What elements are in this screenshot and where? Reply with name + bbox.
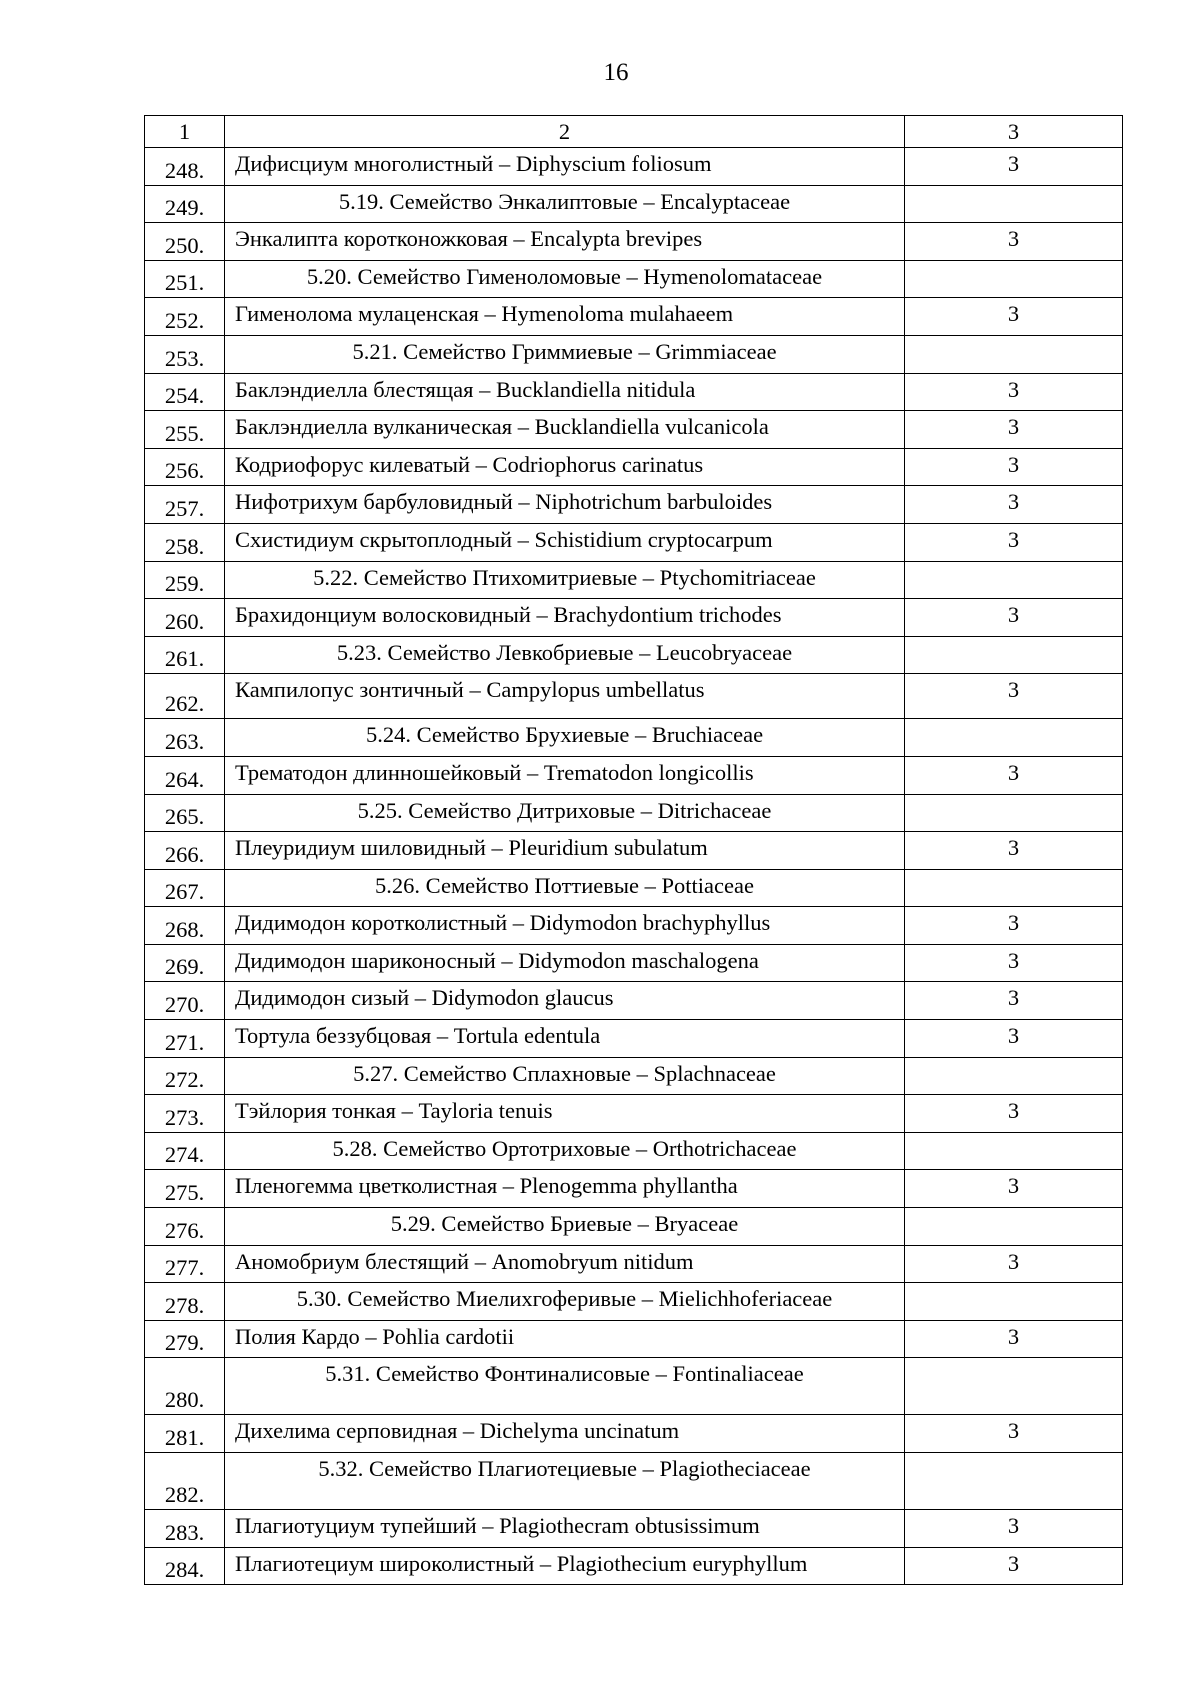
species-name-cell: Нифотрихум барбуловидный – Niphotrichum barbuloides bbox=[225, 486, 905, 524]
category-cell bbox=[905, 185, 1123, 223]
family-name-cell: 5.28. Семейство Ортотриховые – Orthotrichaceae bbox=[225, 1132, 905, 1170]
row-number-cell: 274. bbox=[145, 1132, 225, 1170]
row-number-cell: 273. bbox=[145, 1095, 225, 1133]
row-number-cell: 264. bbox=[145, 756, 225, 794]
species-name-cell: Аномобриум блестящий – Anomobryum nitidum bbox=[225, 1245, 905, 1283]
row-number-cell: 272. bbox=[145, 1057, 225, 1095]
family-row bbox=[145, 1453, 1123, 1510]
species-table bbox=[144, 115, 1123, 1585]
category-cell bbox=[905, 1358, 1123, 1415]
header-cell-category: 3 bbox=[905, 116, 1123, 148]
row-number-cell: 255. bbox=[145, 411, 225, 449]
row-number-cell: 267. bbox=[145, 869, 225, 907]
species-name-cell: Плагиотуциум тупейший – Plagiothecram obtusissimum bbox=[225, 1510, 905, 1548]
family-name-cell: 5.29. Семейство Бриевые – Bryaceae bbox=[225, 1208, 905, 1246]
category-cell: 3 bbox=[905, 599, 1123, 637]
species-name-cell: Кампилопус зонтичный – Campylopus umbellatus bbox=[225, 674, 905, 719]
row-number-cell: 269. bbox=[145, 944, 225, 982]
species-name-cell: Дидимодон коротколистный – Didymodon brachyphyllus bbox=[225, 907, 905, 945]
category-cell: 3 bbox=[905, 756, 1123, 794]
species-name-cell: Дихелима серповидная – Dichelyma uncinatum bbox=[225, 1415, 905, 1453]
family-name-cell: 5.32. Семейство Плагиотециевые – Plagiotheciaceae bbox=[225, 1453, 905, 1510]
species-name-cell: Полия Кардо – Pohlia cardotii bbox=[225, 1320, 905, 1358]
category-cell: 3 bbox=[905, 411, 1123, 449]
category-cell: 3 bbox=[905, 1415, 1123, 1453]
category-cell: 3 bbox=[905, 1547, 1123, 1585]
family-name-cell: 5.19. Семейство Энкалиптовые – Encalyptaceae bbox=[225, 185, 905, 223]
row-number-cell: 248. bbox=[145, 148, 225, 186]
table-header-row bbox=[145, 116, 1123, 148]
species-row bbox=[145, 832, 1123, 870]
species-row bbox=[145, 674, 1123, 719]
species-row bbox=[145, 1510, 1123, 1548]
category-cell: 3 bbox=[905, 448, 1123, 486]
category-cell: 3 bbox=[905, 907, 1123, 945]
family-row bbox=[145, 719, 1123, 757]
category-cell: 3 bbox=[905, 148, 1123, 186]
row-number-cell: 283. bbox=[145, 1510, 225, 1548]
species-name-cell: Плагиотециум широколистный – Plagiothecium euryphyllum bbox=[225, 1547, 905, 1585]
species-name-cell: Гименолома мулаценская – Hymenoloma mulahaeem bbox=[225, 298, 905, 336]
row-number-cell: 253. bbox=[145, 335, 225, 373]
category-cell: 3 bbox=[905, 523, 1123, 561]
row-number-cell: 259. bbox=[145, 561, 225, 599]
species-row bbox=[145, 448, 1123, 486]
family-row bbox=[145, 561, 1123, 599]
row-number-cell: 258. bbox=[145, 523, 225, 561]
table-body bbox=[145, 116, 1123, 1585]
species-row bbox=[145, 1095, 1123, 1133]
family-row bbox=[145, 335, 1123, 373]
row-number-cell: 260. bbox=[145, 599, 225, 637]
species-name-cell: Баклэндиелла блестящая – Bucklandiella nitidula bbox=[225, 373, 905, 411]
species-row bbox=[145, 1547, 1123, 1585]
species-row bbox=[145, 1320, 1123, 1358]
row-number-cell: 261. bbox=[145, 636, 225, 674]
family-row bbox=[145, 260, 1123, 298]
category-cell: 3 bbox=[905, 1245, 1123, 1283]
species-name-cell: Пленогемма цветколистная – Plenogemma phyllantha bbox=[225, 1170, 905, 1208]
category-cell bbox=[905, 1453, 1123, 1510]
species-row bbox=[145, 1245, 1123, 1283]
category-cell bbox=[905, 1208, 1123, 1246]
species-row bbox=[145, 1415, 1123, 1453]
row-number-cell: 271. bbox=[145, 1020, 225, 1058]
row-number-cell: 254. bbox=[145, 373, 225, 411]
species-row bbox=[145, 298, 1123, 336]
category-cell bbox=[905, 636, 1123, 674]
species-name-cell: Дифисциум многолистный – Diphyscium foliosum bbox=[225, 148, 905, 186]
row-number-cell: 277. bbox=[145, 1245, 225, 1283]
row-number-cell: 252. bbox=[145, 298, 225, 336]
category-cell: 3 bbox=[905, 1320, 1123, 1358]
category-cell: 3 bbox=[905, 223, 1123, 261]
species-row bbox=[145, 599, 1123, 637]
row-number-cell: 280. bbox=[145, 1358, 225, 1415]
category-cell: 3 bbox=[905, 832, 1123, 870]
species-name-cell: Дидимодон шариконосный – Didymodon maschalogena bbox=[225, 944, 905, 982]
header-cell-name: 2 bbox=[225, 116, 905, 148]
category-cell: 3 bbox=[905, 373, 1123, 411]
family-row bbox=[145, 1283, 1123, 1321]
row-number-cell: 276. bbox=[145, 1208, 225, 1246]
family-row bbox=[145, 1057, 1123, 1095]
row-number-cell: 284. bbox=[145, 1547, 225, 1585]
row-number-cell: 266. bbox=[145, 832, 225, 870]
species-row bbox=[145, 373, 1123, 411]
species-name-cell: Кодриофорус килеватый – Codriophorus carinatus bbox=[225, 448, 905, 486]
page-number: 16 bbox=[603, 59, 629, 86]
family-name-cell: 5.27. Семейство Сплахновые – Splachnaceae bbox=[225, 1057, 905, 1095]
category-cell: 3 bbox=[905, 982, 1123, 1020]
family-name-cell: 5.21. Семейство Гриммиевые – Grimmiaceae bbox=[225, 335, 905, 373]
category-cell bbox=[905, 794, 1123, 832]
row-number-cell: 263. bbox=[145, 719, 225, 757]
row-number-cell: 256. bbox=[145, 448, 225, 486]
row-number-cell: 270. bbox=[145, 982, 225, 1020]
species-name-cell: Брахидонциум волосковидный – Brachydontium trichodes bbox=[225, 599, 905, 637]
family-name-cell: 5.22. Семейство Птихомитриевые – Ptychomitriaceae bbox=[225, 561, 905, 599]
species-name-cell: Энкалипта коротконожковая – Encalypta brevipes bbox=[225, 223, 905, 261]
category-cell bbox=[905, 719, 1123, 757]
species-row bbox=[145, 148, 1123, 186]
species-name-cell: Тортула беззубцовая – Tortula edentula bbox=[225, 1020, 905, 1058]
family-name-cell: 5.20. Семейство Гименоломовые – Hymenolomataceae bbox=[225, 260, 905, 298]
species-name-cell: Трематодон длинношейковый – Trematodon longicollis bbox=[225, 756, 905, 794]
row-number-cell: 281. bbox=[145, 1415, 225, 1453]
category-cell bbox=[905, 1132, 1123, 1170]
family-row bbox=[145, 636, 1123, 674]
row-number-cell: 279. bbox=[145, 1320, 225, 1358]
row-number-cell: 251. bbox=[145, 260, 225, 298]
family-name-cell: 5.24. Семейство Брухиевые – Bruchiaceae bbox=[225, 719, 905, 757]
category-cell bbox=[905, 561, 1123, 599]
category-cell: 3 bbox=[905, 1510, 1123, 1548]
species-row bbox=[145, 756, 1123, 794]
row-number-cell: 282. bbox=[145, 1453, 225, 1510]
species-name-cell: Баклэндиелла вулканическая – Bucklandiella vulcanicola bbox=[225, 411, 905, 449]
category-cell bbox=[905, 260, 1123, 298]
row-number-cell: 262. bbox=[145, 674, 225, 719]
species-row bbox=[145, 907, 1123, 945]
category-cell bbox=[905, 335, 1123, 373]
category-cell: 3 bbox=[905, 486, 1123, 524]
species-name-cell: Плеуридиум шиловидный – Pleuridium subulatum bbox=[225, 832, 905, 870]
header-cell-number: 1 bbox=[145, 116, 225, 148]
row-number-cell: 265. bbox=[145, 794, 225, 832]
row-number-cell: 275. bbox=[145, 1170, 225, 1208]
family-row bbox=[145, 1358, 1123, 1415]
category-cell bbox=[905, 1283, 1123, 1321]
category-cell bbox=[905, 1057, 1123, 1095]
species-row bbox=[145, 411, 1123, 449]
species-name-cell: Дидимодон сизый – Didymodon glaucus bbox=[225, 982, 905, 1020]
species-name-cell: Схистидиум скрытоплодный – Schistidium cryptocarpum bbox=[225, 523, 905, 561]
species-row bbox=[145, 1170, 1123, 1208]
species-row bbox=[145, 223, 1123, 261]
category-cell: 3 bbox=[905, 674, 1123, 719]
family-name-cell: 5.25. Семейство Дитриховые – Ditrichaceae bbox=[225, 794, 905, 832]
family-name-cell: 5.23. Семейство Левкобриевые – Leucobryaceae bbox=[225, 636, 905, 674]
family-row bbox=[145, 1132, 1123, 1170]
species-row bbox=[145, 982, 1123, 1020]
family-row bbox=[145, 794, 1123, 832]
row-number-cell: 249. bbox=[145, 185, 225, 223]
species-name-cell: Тэйлория тонкая – Tayloria tenuis bbox=[225, 1095, 905, 1133]
family-row bbox=[145, 869, 1123, 907]
category-cell: 3 bbox=[905, 298, 1123, 336]
row-number-cell: 268. bbox=[145, 907, 225, 945]
row-number-cell: 257. bbox=[145, 486, 225, 524]
row-number-cell: 250. bbox=[145, 223, 225, 261]
category-cell: 3 bbox=[905, 1170, 1123, 1208]
species-row bbox=[145, 523, 1123, 561]
family-name-cell: 5.30. Семейство Миелихгоферивые – Mielichhoferiaceae bbox=[225, 1283, 905, 1321]
species-row bbox=[145, 486, 1123, 524]
family-name-cell: 5.31. Семейство Фонтиналисовые – Fontinaliaceae bbox=[225, 1358, 905, 1415]
family-name-cell: 5.26. Семейство Поттиевые – Pottiaceae bbox=[225, 869, 905, 907]
category-cell: 3 bbox=[905, 1020, 1123, 1058]
category-cell: 3 bbox=[905, 944, 1123, 982]
family-row bbox=[145, 1208, 1123, 1246]
category-cell bbox=[905, 869, 1123, 907]
category-cell: 3 bbox=[905, 1095, 1123, 1133]
row-number-cell: 278. bbox=[145, 1283, 225, 1321]
species-row bbox=[145, 1020, 1123, 1058]
species-row bbox=[145, 944, 1123, 982]
family-row bbox=[145, 185, 1123, 223]
